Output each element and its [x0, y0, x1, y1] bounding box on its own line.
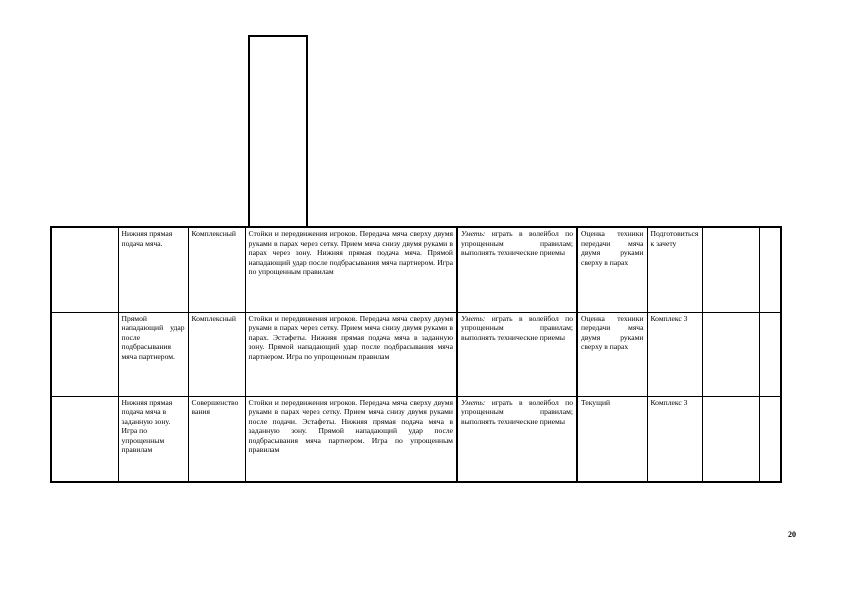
table-row — [51, 227, 781, 312]
lesson-plan-table — [50, 226, 782, 483]
page-number: 20 — [788, 530, 796, 539]
content-cell: Стойки и передвижения игроков. Передача мяча сверху двумя руками в парах через сетку. Прием мяча снизу двумя руками после подачи. Эстафеты. Нижняя прямая подача мяча в заданную зону. Прямой нападающий удар после подбрасывания мяча партнером. Игра по упрощенным правилам — [245, 396, 457, 482]
topic-cell: Прямой нападающий удар после подбрасывания мяча партнером. — [118, 312, 188, 396]
topic-cell: Нижняя прямая подача мяча. — [118, 227, 188, 312]
control-cell: Текущий — [577, 396, 647, 482]
date-plan-cell — [702, 227, 759, 312]
date-fact-cell — [759, 227, 781, 312]
homework-cell: Комплекс 3 — [647, 396, 702, 482]
table-row — [51, 396, 781, 482]
lesson-type-cell: Комплексный — [188, 227, 245, 312]
header-frame-box — [248, 35, 308, 227]
table-row — [51, 312, 781, 396]
skills-cell: Уметь: играть в волейбол по упрощенным правилам; выполнять технические приемы — [457, 312, 577, 396]
lesson-type-cell: Комплексный — [188, 312, 245, 396]
date-fact-cell — [759, 396, 781, 482]
lesson-type-cell: Совершенствования — [188, 396, 245, 482]
date-plan-cell — [702, 396, 759, 482]
content-cell: Стойки и передвижения игроков. Передача мяча сверху двумя руками в парах через сетку. Прием мяча снизу двумя руками в парах. Эстафеты. Нижняя прямая подача мяча в заданную зону. Прямой нападающий удар после подбрасывания мяча партнером. Игра по упрощенным правилам — [245, 312, 457, 396]
control-cell: Оценка техники передачи мяча двумя руками сверху в парах — [577, 312, 647, 396]
date-fact-cell — [759, 312, 781, 396]
skills-cell: Уметь: играть в волейбол по упрощенным правилам; выполнять технические приемы — [457, 227, 577, 312]
topic-cell: Нижняя прямая подача мяча в заданную зону. Игра по упрощенным правилам — [118, 396, 188, 482]
control-cell: Оценка техники передачи мяча двумя руками сверху в парах — [577, 227, 647, 312]
homework-cell: Подготовиться к зачету — [647, 227, 702, 312]
number-cell — [51, 396, 118, 482]
number-cell — [51, 312, 118, 396]
date-plan-cell — [702, 312, 759, 396]
number-cell — [51, 227, 118, 312]
skills-cell: Уметь: играть в волейбол по упрощенным правилам; выполнять технические приемы — [457, 396, 577, 482]
content-cell: Стойки и передвижения игроков. Передача мяча сверху двумя руками в парах через сетку. Прием мяча снизу двумя руками в парах через зону. Нижняя прямая подача мяча. Прямой нападающий удар после подбрасывания мяча партнером. Игра по упрощенным правилам — [245, 227, 457, 312]
homework-cell: Комплекс 3 — [647, 312, 702, 396]
